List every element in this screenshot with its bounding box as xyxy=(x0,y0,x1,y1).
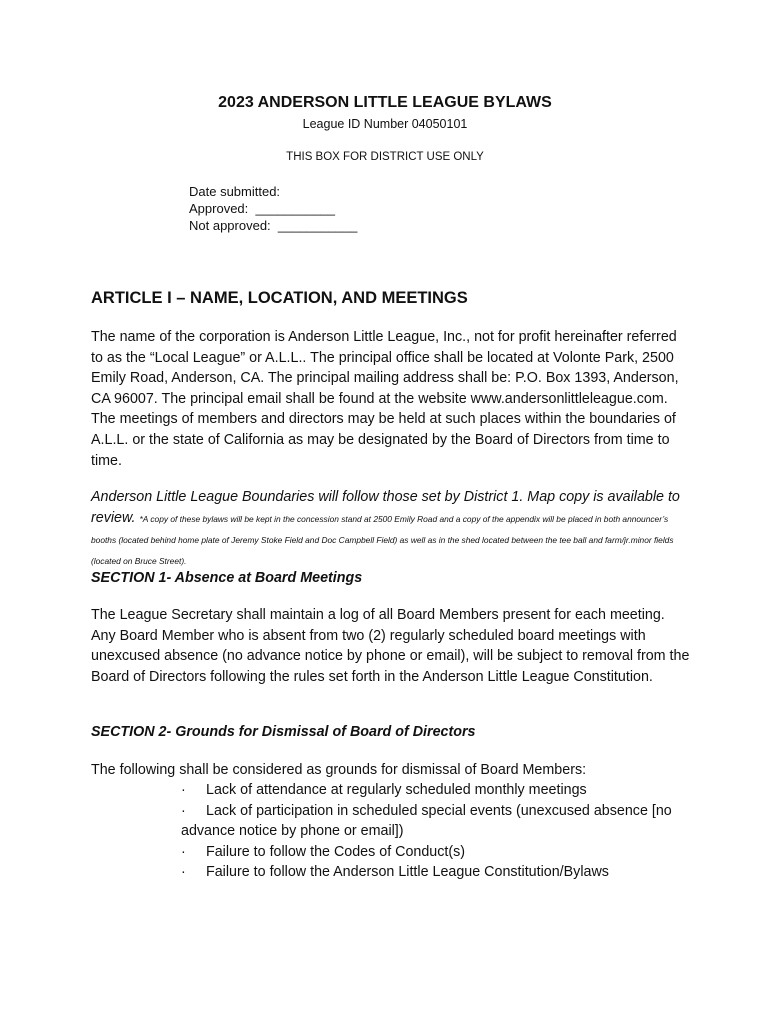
article-1-paragraph: The name of the corporation is Anderson Little League, Inc., not for profit hereinafter referred to as the “Local League” or A.L.L.. The principal office shall be located at Volonte Park, 2500 Emily Road, Anderson, CA. The principal mailing address shall be: P.O. Box 1393, Anderson, CA 96007. The principal email shall be found at the website www.andersonlittleleague.com. The meetings of members and directors may be held at such places within the boundaries of A.L.L. or the state of California as may be designated by the Board of Directors from time to time. xyxy=(91,329,679,469)
boundaries-text: Anderson Little League Boundaries will follow those set by District 1. Map copy is available to review. xyxy=(91,489,680,526)
list-item-text: Failure to follow the Anderson Little League Constitution/Bylaws xyxy=(206,864,609,881)
list-item xyxy=(181,801,691,842)
section-2-intro: The following shall be considered as grounds for dismissal of Board Members: xyxy=(91,762,587,778)
bullet-icon: · xyxy=(181,782,186,798)
list-item xyxy=(181,862,691,883)
bullet-icon: · xyxy=(181,864,186,881)
article-1-heading: ARTICLE I – NAME, LOCATION, AND MEETINGS xyxy=(91,289,468,307)
bullet-icon: · xyxy=(181,843,186,860)
district-approval-block xyxy=(189,183,357,234)
section-1-paragraph: The League Secretary shall maintain a log of all Board Members present for each meeting. Any Board Member who is absent from two (2) regularly scheduled board meetings with unexcused absence (no advance notice by phone or email), will be subject to removal from the Board of Directors following the rules set forth in the Anderson Little League Constitution. xyxy=(91,607,690,685)
league-id-number: League ID Number 04050101 xyxy=(302,117,468,131)
section-2-heading: SECTION 2- Grounds for Dismissal of Board of Directors xyxy=(91,724,476,740)
district-use-box-label: THIS BOX FOR DISTRICT USE ONLY xyxy=(286,151,484,163)
date-submitted-line: Date submitted: xyxy=(189,184,281,199)
bullet-icon: · xyxy=(181,802,186,819)
dismissal-grounds-list xyxy=(181,780,691,883)
approved-line: Approved: ___________ xyxy=(189,201,336,216)
document-title: 2023 ANDERSON LITTLE LEAGUE BYLAWS xyxy=(218,94,552,111)
not-approved-line: Not approved: ___________ xyxy=(189,218,358,233)
list-item xyxy=(181,780,691,801)
list-item xyxy=(181,842,691,863)
boundaries-paragraph xyxy=(91,487,681,571)
bylaws-copy-note: *A copy of these bylaws will be kept in the concession stand at 2500 Emily Road and a copy of the appendix will be placed in both announcer’s booths (located behind home plate of Jeremy Stoke Field and Doc Campbell Field) as well as in the shed located between the tee ball and farm/jr.minor fields (located on Bruce Street). xyxy=(91,514,674,566)
list-item-text: Lack of participation in scheduled special events (unexcused absence [no advance notice by phone or email]) xyxy=(181,802,672,840)
list-item-text: Lack of attendance at regularly scheduled monthly meetings xyxy=(206,782,587,798)
list-item-text: Failure to follow the Codes of Conduct(s) xyxy=(206,843,466,860)
section-1-heading: SECTION 1- Absence at Board Meetings xyxy=(91,570,363,586)
